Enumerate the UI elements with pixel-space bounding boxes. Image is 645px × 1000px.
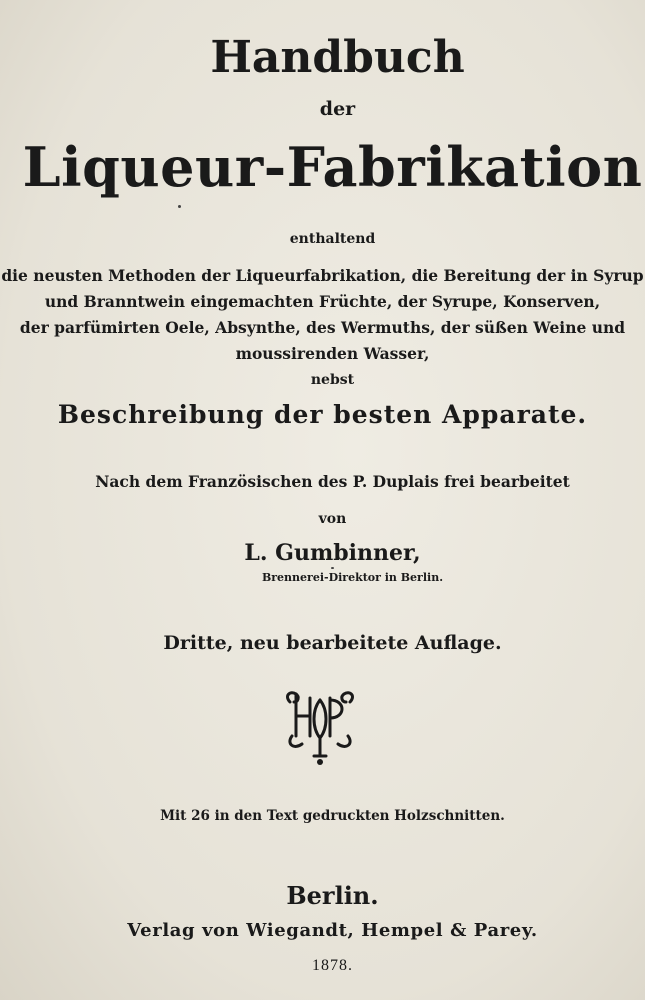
paper-speck [331, 567, 334, 569]
paper-speck [178, 205, 181, 208]
subtitle-apparatus: Beschreibung der besten Apparate. [57, 400, 588, 429]
subtitle-nebst: nebst [310, 372, 355, 388]
title-handbuch: Handbuch [210, 32, 465, 83]
imprint-city: Berlin. [286, 881, 379, 910]
subtitle-line-4: moussirenden Wasser, [235, 344, 430, 363]
author-role: Brennerei-Direktor in Berlin. [261, 571, 444, 584]
translation-note: Nach dem Französischen des P. Duplais frei bearbeitet [95, 472, 570, 491]
publisher-monogram-icon [280, 688, 360, 766]
main-title: Liqueur-Fabrikation [22, 135, 643, 199]
imprint-publisher: Verlag von Wiegandt, Hempel & Parey. [127, 920, 538, 941]
subtitle-line-3: der parfümirten Oele, Absynthe, des Wermuths, der süßen Weine und [19, 318, 626, 337]
subtitle-line-1: die neusten Methoden der Liqueurfabrikation, die Bereitung der in Syrup [1, 266, 644, 285]
author-name: L. Gumbinner, [244, 540, 421, 566]
attribution-von: von [318, 511, 347, 527]
illustrations-note: Mit 26 in den Text gedruckten Holzschnitten. [160, 808, 505, 824]
subtitle-line-2: und Branntwein eingemachten Früchte, der Syrupe, Konserven, [44, 292, 601, 311]
edition-statement: Dritte, neu bearbeitete Auflage. [163, 632, 502, 654]
title-der: der [319, 98, 356, 120]
subtitle-enthaltend: enthaltend [289, 231, 376, 247]
imprint-year: 1878. [312, 957, 353, 974]
